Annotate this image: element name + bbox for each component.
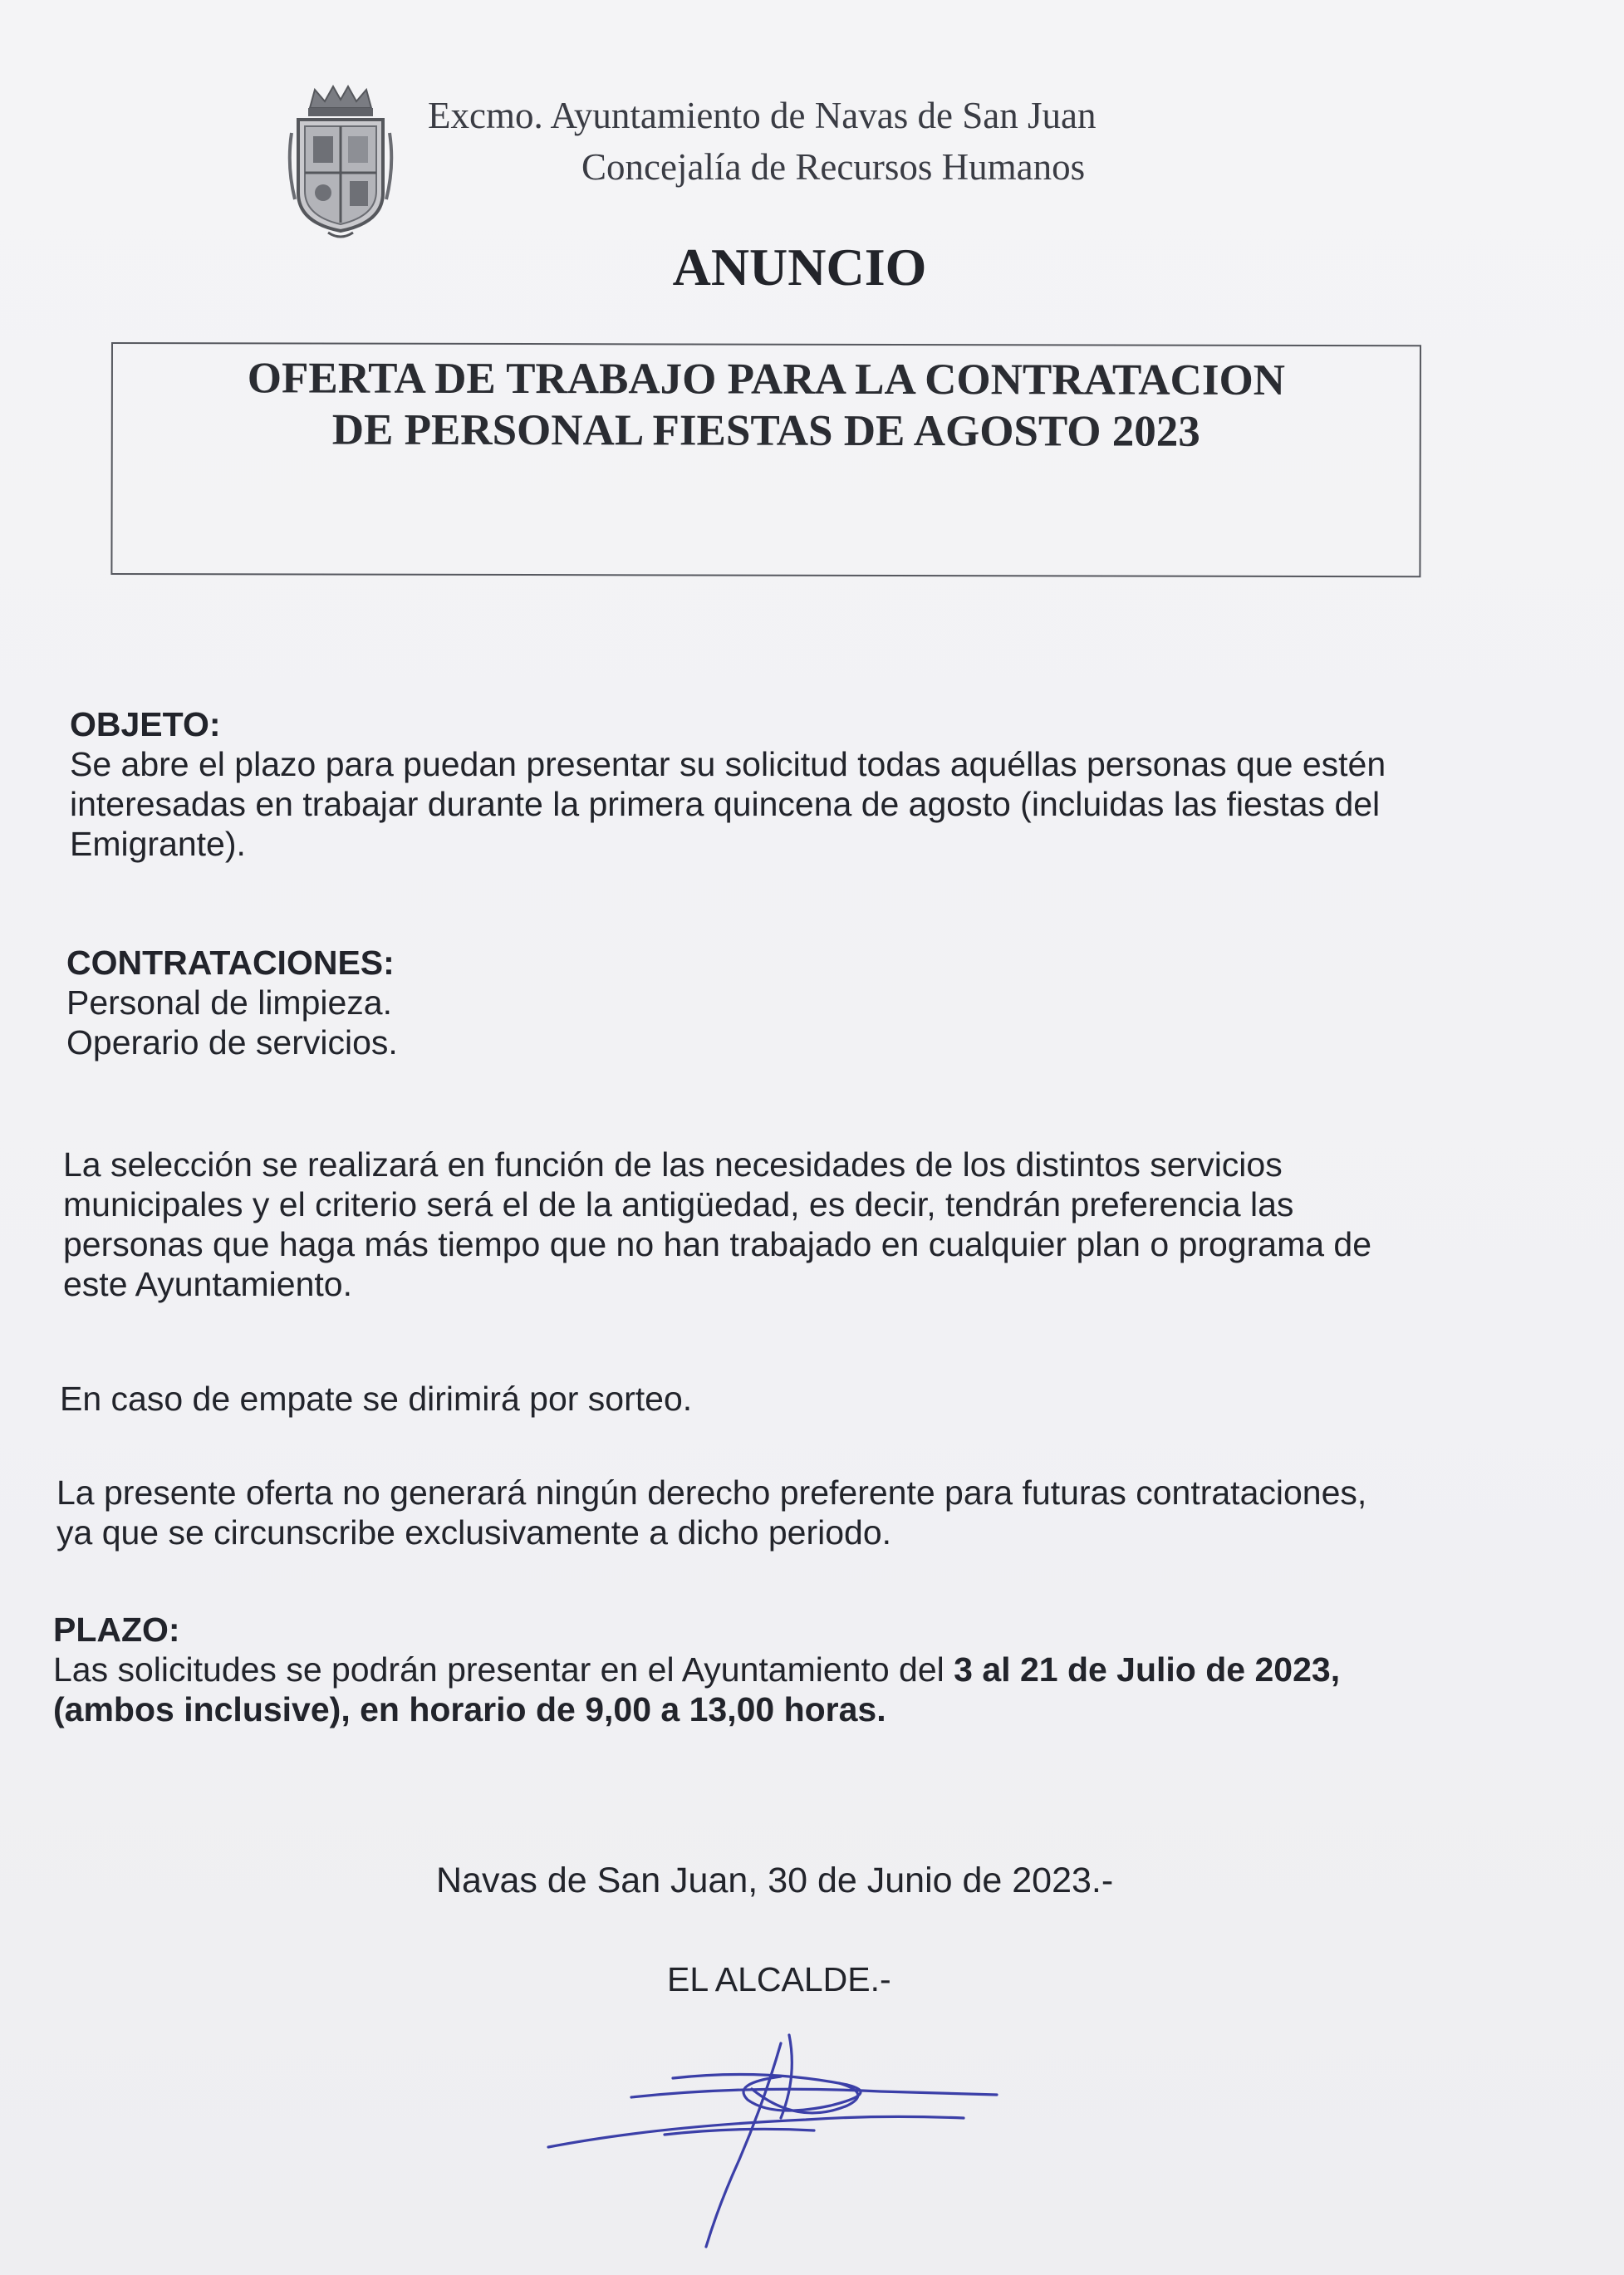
plazo-line [53, 1650, 1528, 1689]
objeto-line: Emigrante). [70, 825, 246, 863]
plazo-line-text: Las solicitudes se podrán presentar en el Ayuntamiento del [53, 1650, 954, 1689]
empate-paragraph: En caso de empate se dirimirá por sorteo. [60, 1380, 693, 1418]
subject-text [113, 352, 1420, 458]
signer-title: EL ALCALDE.- [667, 1960, 891, 1998]
objeto-heading: OBJETO: [70, 705, 221, 743]
handwritten-signature-icon [532, 2027, 1013, 2268]
plazo-heading: PLAZO: [53, 1611, 180, 1649]
oferta-paragraph [56, 1473, 1527, 1552]
subject-box [110, 342, 1421, 577]
place-date: Navas de San Juan, 30 de Junio de 2023.- [436, 1861, 1114, 1900]
contratacion-item: Personal de limpieza. [66, 983, 392, 1022]
seleccion-line: municipales y el criterio será el de la antigüedad, es decir, tendrán preferencia las [63, 1185, 1294, 1223]
seleccion-paragraph [63, 1145, 1527, 1304]
department-name: Concejalía de Recursos Humanos [581, 146, 1086, 188]
oferta-line: La presente oferta no generará ningún derecho preferente para futuras contrataciones, [56, 1473, 1367, 1512]
plazo-dates: 3 al 21 de Julio de 2023, [954, 1650, 1341, 1689]
plazo-section [53, 1610, 1528, 1729]
coat-of-arms-icon [287, 83, 395, 241]
institution-name: Excmo. Ayuntamiento de Navas de San Juan [428, 95, 1097, 136]
subject-line-2: DE PERSONAL FIESTAS DE AGOSTO 2023 [331, 405, 1200, 456]
header [428, 90, 1096, 193]
oferta-line: ya que se circunscribe exclusivamente a dicho periodo. [56, 1513, 892, 1552]
objeto-line: Se abre el plazo para puedan presentar su solicitud todas aquéllas personas que estén [70, 745, 1386, 783]
plazo-hours: (ambos inclusive), en horario de 9,00 a 13,00 horas. [53, 1690, 886, 1728]
contrataciones-heading: CONTRATACIONES: [66, 944, 395, 982]
page-title: ANUNCIO [672, 238, 927, 297]
subject-line-1: OFERTA DE TRABAJO PARA LA CONTRATACION [247, 354, 1286, 404]
seleccion-line: personas que haga más tiempo que no han trabajado en cualquier plan o programa de [63, 1225, 1372, 1263]
objeto-section [70, 704, 1532, 864]
contrataciones-section [66, 943, 1528, 1062]
seleccion-line: este Ayuntamiento. [63, 1265, 352, 1303]
objeto-line: interesadas en trabajar durante la primera quincena de agosto (incluidas las fiestas del [70, 785, 1381, 823]
contratacion-item: Operario de servicios. [66, 1023, 398, 1062]
seleccion-line: La selección se realizará en función de las necesidades de los distintos servicios [63, 1145, 1283, 1184]
plazo-line [53, 1689, 1528, 1729]
